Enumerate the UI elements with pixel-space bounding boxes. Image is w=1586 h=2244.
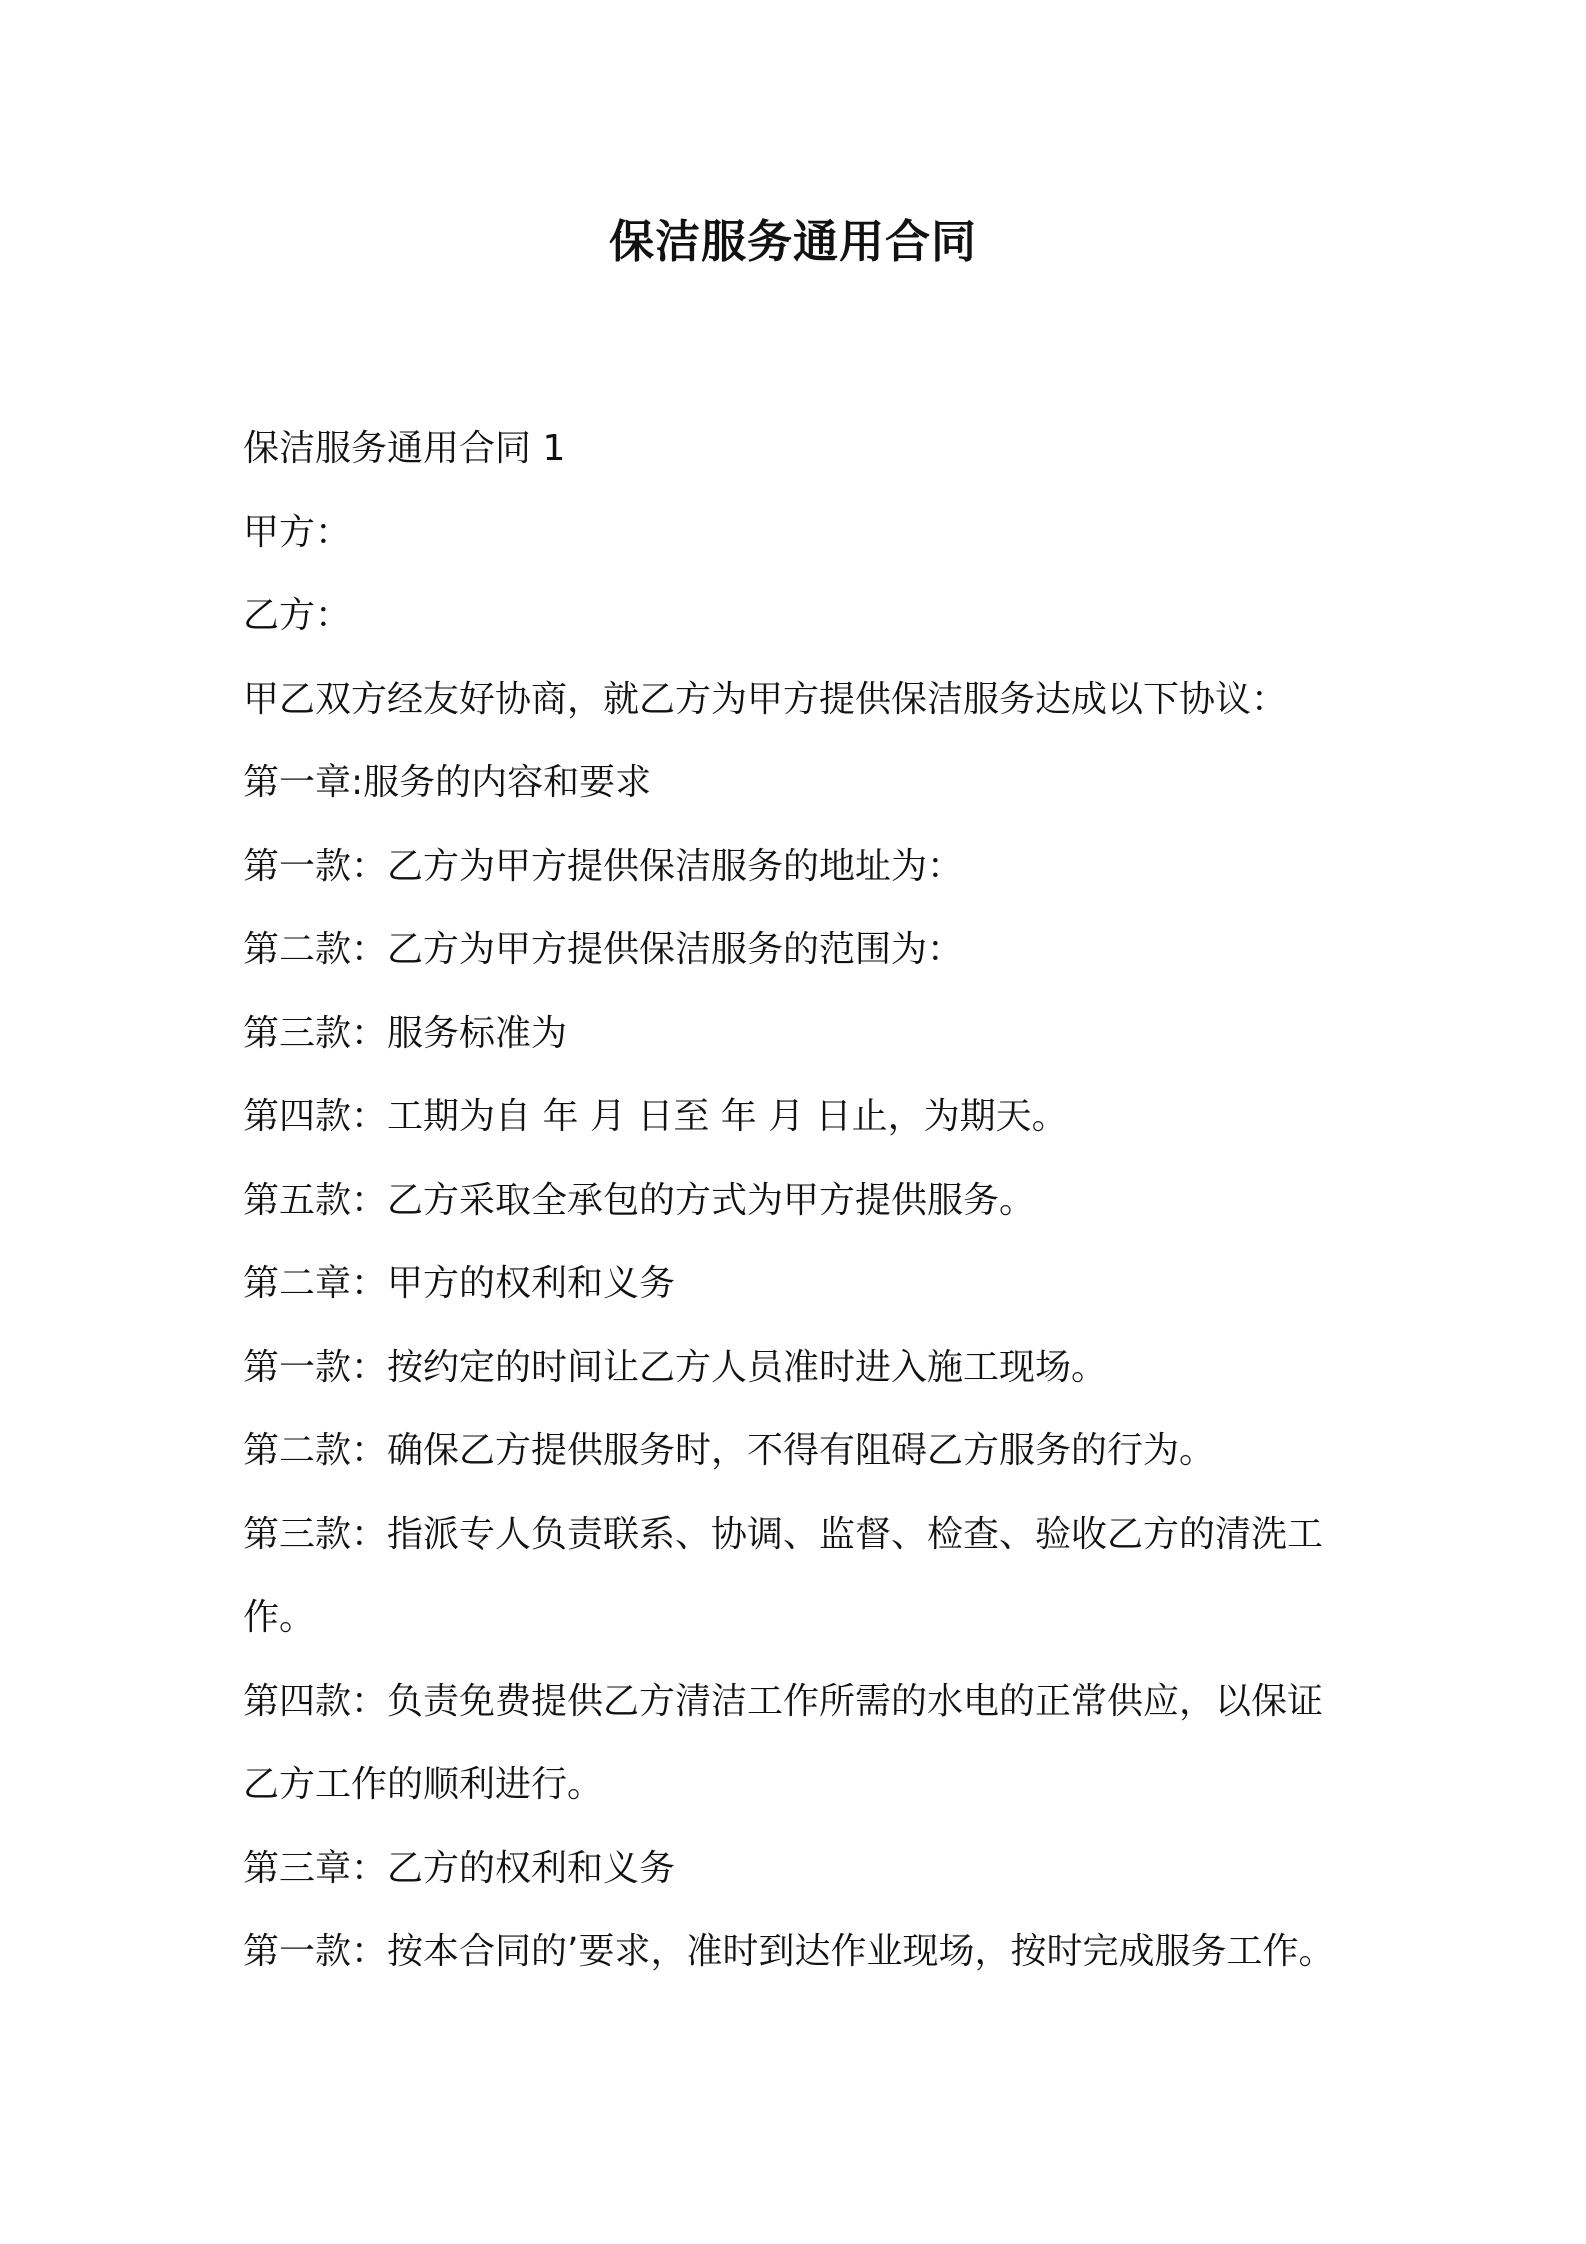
chapter-1-clause-3: 第三款：服务标准为: [243, 1012, 568, 1054]
contract-subtitle: 保洁服务通用合同 1: [243, 428, 566, 469]
chapter-1-clause-1: 第一款：乙方为甲方提供保洁服务的地址为：: [243, 845, 964, 887]
chapter-2-clause-3-cont: 作。: [243, 1597, 316, 1638]
chapter-2-clause-4-cont: 乙方工作的顺利进行。: [243, 1764, 604, 1805]
chapter-2-heading: 第二章：甲方的权利和义务: [243, 1263, 676, 1304]
preamble-line: 甲乙双方经友好协商，就乙方为甲方提供保洁服务达成以下协议：: [243, 678, 1288, 720]
chapter-1-clause-4: 第四款：工期为自 年 月 日至 年 月 日止，为期天。: [243, 1096, 1068, 1137]
chapter-2-clause-4: 第四款：负责免费提供乙方清洁工作所需的水电的正常供应，以保证: [243, 1680, 1324, 1722]
party-a-line: 甲方：: [243, 511, 352, 553]
chapter-1-heading: 第一章:服务的内容和要求: [243, 762, 652, 803]
chapter-1-clause-5: 第五款：乙方采取全承包的方式为甲方提供服务。: [243, 1179, 1036, 1221]
chapter-2-clause-2: 第二款：确保乙方提供服务时，不得有阻碍乙方服务的行为。: [243, 1430, 1216, 1471]
chapter-1-clause-2: 第二款：乙方为甲方提供保洁服务的范围为：: [243, 929, 964, 970]
document-title: 保洁服务通用合同: [608, 215, 977, 268]
party-b-line: 乙方：: [243, 595, 352, 636]
chapter-2-clause-3: 第三款：指派专人负责联系、协调、监督、检查、验收乙方的清洗工: [243, 1513, 1324, 1555]
chapter-3-heading: 第三章：乙方的权利和义务: [243, 1847, 676, 1889]
document-body: [243, 407, 1353, 1994]
chapter-2-clause-1: 第一款：按约定的时间让乙方人员准时进入施工现场。: [243, 1346, 1108, 1388]
chapter-3-clause-1: 第一款：按本合同的’要求，准时到达作业现场，按时完成服务工作。: [243, 1931, 1335, 1972]
